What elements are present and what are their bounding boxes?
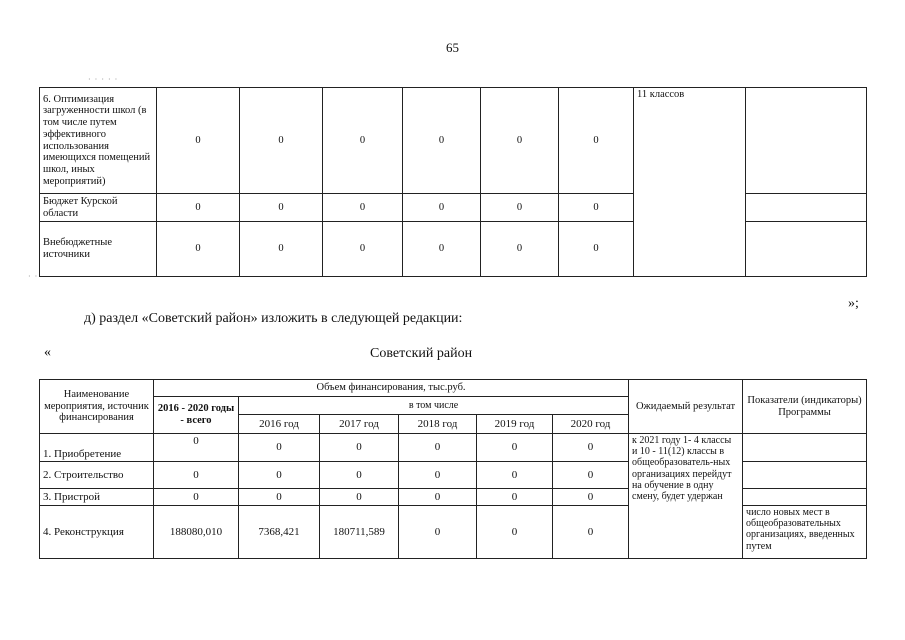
value-cell: 0 — [553, 434, 629, 462]
row-label: 6. Оптимизация загруженности школ (в том числе путем эффективного использования имеющихся помещений школ, иных мероприятий) — [40, 88, 157, 194]
value-cell: 0 — [477, 506, 553, 559]
value-cell: 0 — [157, 194, 240, 222]
value-cell: 0 — [157, 222, 240, 277]
header-year: 2017 год — [320, 415, 399, 434]
row-label: 2. Строительство — [40, 462, 154, 489]
value-cell: 0 — [553, 506, 629, 559]
value-cell: 0 — [477, 462, 553, 489]
value-cell: 0 — [323, 222, 403, 277]
value-cell: 0 — [323, 194, 403, 222]
header-indicators: Показатели (индикаторы) Программы — [743, 380, 867, 434]
table-row — [40, 462, 867, 489]
page-number: 65 — [446, 40, 459, 55]
row-label: Внебюджетные источники — [40, 222, 157, 277]
header-row — [40, 380, 867, 397]
header-expected: Ожидаемый результат — [629, 380, 743, 434]
value-cell: 0 — [481, 194, 559, 222]
scan-artifact: · · — [28, 272, 39, 281]
value-cell: 0 — [320, 462, 399, 489]
header-total: 2016 - 2020 годы - всего — [154, 397, 239, 434]
total-cell: 0 — [154, 434, 239, 462]
value-cell: 0 — [559, 194, 634, 222]
indicator-cell — [743, 434, 867, 462]
header-including: в том числе — [239, 397, 629, 415]
header-year: 2016 год — [239, 415, 320, 434]
value-cell: 0 — [399, 462, 477, 489]
value-cell: 0 — [481, 88, 559, 194]
table-row — [40, 88, 867, 194]
value-cell: 0 — [320, 489, 399, 506]
total-cell: 0 — [154, 462, 239, 489]
opening-quote: « — [44, 345, 51, 360]
value-cell: 0 — [323, 88, 403, 194]
value-cell: 180711,589 — [320, 506, 399, 559]
value-cell: 0 — [403, 222, 481, 277]
value-cell: 0 — [403, 194, 481, 222]
table-row — [40, 489, 867, 506]
header-year: 2018 год — [399, 415, 477, 434]
value-cell: 0 — [239, 489, 320, 506]
table-row — [40, 434, 867, 462]
header-name: Наименование мероприятия, источник финансирования — [40, 380, 154, 434]
value-cell: 0 — [403, 88, 481, 194]
row-label: 4. Реконструкция — [40, 506, 154, 559]
indicator-cell — [746, 88, 867, 194]
value-cell: 0 — [399, 489, 477, 506]
total-cell: 188080,010 — [154, 506, 239, 559]
row-label: 3. Пристрой — [40, 489, 154, 506]
amendment-paragraph: д) раздел «Советский район» изложить в следующей редакции: — [84, 311, 463, 326]
row-label: 1. Приобретение — [40, 434, 154, 462]
value-cell: 0 — [559, 88, 634, 194]
value-cell: 0 — [320, 434, 399, 462]
expected-result-cell: к 2021 году 1- 4 классы и 10 - 11(12) классы в общеобразователь-ных организациях перейдут на обучение в одну смену, будет удержан — [629, 434, 743, 559]
value-cell: 0 — [477, 434, 553, 462]
total-cell: 0 — [154, 489, 239, 506]
value-cell: 0 — [240, 194, 323, 222]
closing-quote: »; — [848, 296, 859, 311]
value-cell: 0 — [553, 489, 629, 506]
value-cell: 0 — [559, 222, 634, 277]
indicator-cell — [746, 194, 867, 222]
header-year: 2019 год — [477, 415, 553, 434]
value-cell: 7368,421 — [239, 506, 320, 559]
value-cell: 0 — [477, 489, 553, 506]
value-cell: 0 — [240, 88, 323, 194]
value-cell: 0 — [157, 88, 240, 194]
indicator-text-cell: число новых мест в общеобразовательных организациях, введенных путем — [743, 506, 867, 559]
row-label: Бюджет Курской области — [40, 194, 157, 222]
header-funding: Объем финансирования, тыс.руб. — [154, 380, 629, 397]
indicator-cell — [743, 462, 867, 489]
table-row — [40, 506, 867, 559]
value-cell: 0 — [481, 222, 559, 277]
value-cell: 0 — [239, 434, 320, 462]
indicator-cell — [743, 489, 867, 506]
result-cell: 11 классов — [634, 88, 746, 277]
value-cell: 0 — [399, 506, 477, 559]
section-title: Советский район — [370, 346, 473, 361]
optimization-table — [39, 87, 867, 277]
sovetsky-district-table — [39, 379, 867, 559]
value-cell: 0 — [239, 462, 320, 489]
scan-artifact: · · · · · — [88, 75, 119, 84]
indicator-cell — [746, 222, 867, 277]
value-cell: 0 — [399, 434, 477, 462]
header-year: 2020 год — [553, 415, 629, 434]
value-cell: 0 — [553, 462, 629, 489]
value-cell: 0 — [240, 222, 323, 277]
